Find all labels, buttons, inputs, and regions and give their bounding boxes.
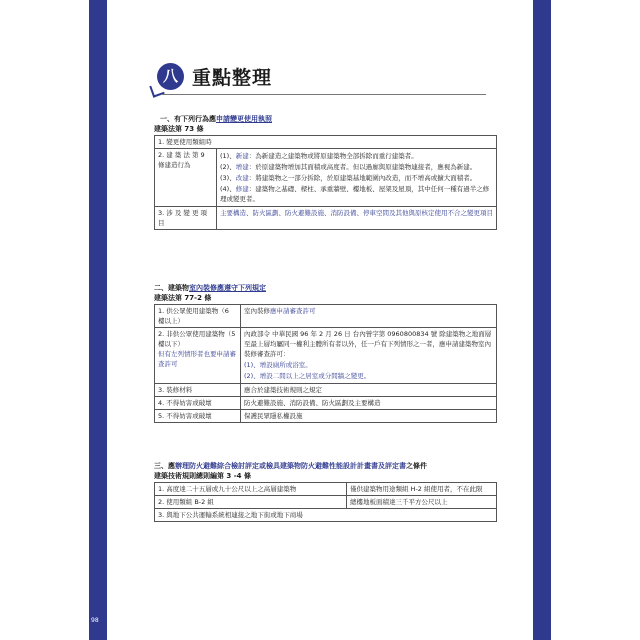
table-cell: 主要構造、防火區劃、防火避難設施、消防設備、停車空間及其他與原核定使用不合之變更項目	[217, 207, 497, 230]
item-number: (4)、	[220, 185, 236, 193]
section-3-table	[154, 482, 497, 522]
item-text: ：將建築物之一部分拆除，於原建築基地範圍內改造，而不增高或擴大面積者。	[248, 174, 477, 182]
table-cell: 總樓地板面積達三千平方公尺以上	[347, 496, 497, 509]
table-cell: 3. 涉 及 變 更 項 目	[155, 207, 217, 230]
table-row	[155, 496, 497, 509]
table-cell: 保護民眾隱私權設施	[241, 410, 497, 423]
table-cell: 4. 不得妨害或破壞	[155, 397, 241, 410]
item-text: ：為新建造之建築物或將原建築物全部拆除而重行建築者。	[248, 152, 418, 160]
section-2-table	[154, 304, 497, 423]
table-row	[155, 384, 497, 397]
item-term: 增建	[235, 163, 249, 171]
table-cell: 1. 供公眾使用建築物（6 樓以上）	[155, 305, 241, 328]
section-3-title	[154, 461, 427, 471]
table-row	[155, 509, 497, 522]
item-text: 增設廁所或浴室。	[259, 361, 312, 369]
cell-highlight: 應申請審查許可	[270, 307, 316, 315]
cell-note: 但有左列情形者也要申請審查許可	[158, 350, 236, 368]
list-item	[220, 173, 493, 183]
table-cell: 1. 變更使用類組時	[155, 136, 497, 149]
item-term: 改建	[235, 174, 249, 182]
table-row	[155, 410, 497, 423]
item-term: 修建	[235, 185, 249, 193]
table-cell: 2. 建 築 法 第 9 條建造行為	[155, 149, 217, 207]
title-divider	[161, 94, 486, 95]
section-3-title-prefix: 三、應	[154, 462, 175, 470]
section-2-title	[154, 283, 266, 293]
table-cell	[241, 305, 497, 328]
table-row	[155, 483, 497, 496]
item-number: (2)、	[244, 372, 260, 380]
section-1-title-prefix: 一、有下列行為應	[160, 115, 216, 123]
list-item	[220, 151, 493, 161]
list-item	[220, 184, 493, 204]
table-cell: 防火避難設施、消防設備、防火區劃及主要構造	[241, 397, 497, 410]
section-1-law: 建築法第 73 條	[154, 125, 204, 133]
section-2-title-prefix: 二、建築物	[154, 284, 189, 292]
item-text: ：於原建築物增加其面積或高度者。但以過廊與原建築物連接者，應視為新建。	[248, 163, 477, 171]
table-cell: 3. 與地下公共運輸系統相連接之地下街或地下商場	[155, 509, 497, 522]
item-text: ：建築物之基礎、樑柱、承重牆壁、樓地板、屋架及屋頂，其中任何一種有過半之修理或變更者。	[220, 185, 490, 203]
section-2-title-highlight: 室內裝修應遵守下列規定	[189, 284, 266, 292]
table-cell	[241, 328, 497, 384]
chapter-number-badge: 八	[157, 63, 184, 90]
table-row	[155, 149, 497, 207]
section-2-law: 建築法第 77-2 條	[154, 294, 212, 302]
table-cell: 2. 使用類組 B-2 組	[155, 496, 347, 509]
table-row	[155, 397, 497, 410]
list-item	[244, 360, 493, 370]
table-cell: 僅供建築物用途類組 H-2 組使用者，不在此限	[347, 483, 497, 496]
item-number: (1)、	[220, 152, 236, 160]
table-row	[155, 305, 497, 328]
page-title: 重點整理	[192, 67, 273, 89]
table-cell: 5. 不得妨害或破壞	[155, 410, 241, 423]
item-number: (3)、	[220, 174, 236, 182]
list-item	[220, 162, 493, 172]
table-cell: 應合於建築技術規則之規定	[241, 384, 497, 397]
item-text: 增設二間以上之居室或分間牆之變更。	[259, 372, 371, 380]
section-3-title-highlight: 辦理防火避難綜合檢討評定或檢具建築物防火避難性能設計計畫書及評定書	[175, 462, 406, 470]
section-1-title-highlight: 申請變更使用執照	[216, 115, 272, 123]
cell-text: 2. 非供公眾使用建築物（5 樓以下）	[158, 330, 236, 348]
table-cell	[217, 149, 497, 207]
cell-text: 室內裝修	[244, 307, 270, 315]
item-number: (1)、	[244, 361, 260, 369]
item-term: 新建	[235, 152, 249, 160]
page-number: 98	[91, 617, 99, 624]
table-cell: 1. 高度達二十五層或九十公尺以上之高層建築物	[155, 483, 347, 496]
item-number: (2)、	[220, 163, 236, 171]
section-3-title-suffix: 之條件	[406, 462, 427, 470]
section-1-table	[154, 135, 497, 230]
table-cell	[155, 328, 241, 384]
list-item	[244, 371, 493, 381]
cell-text: 內政部令 中華民國 96 年 2 月 26 日 台內營字第 0960800834 號 除建築物之地面層至最上層均屬同一權利主體所有者以外，任一戶有下列情形之一者，應申請建築物室內裝修審查許可：	[244, 330, 492, 358]
section-1-title	[160, 114, 272, 124]
table-cell: 3. 裝修材料	[155, 384, 241, 397]
table-row	[155, 207, 497, 230]
table-row	[155, 328, 497, 384]
table-row	[155, 136, 497, 149]
section-3-law: 建築技術規則總則編第 3 -4 條	[154, 472, 251, 480]
